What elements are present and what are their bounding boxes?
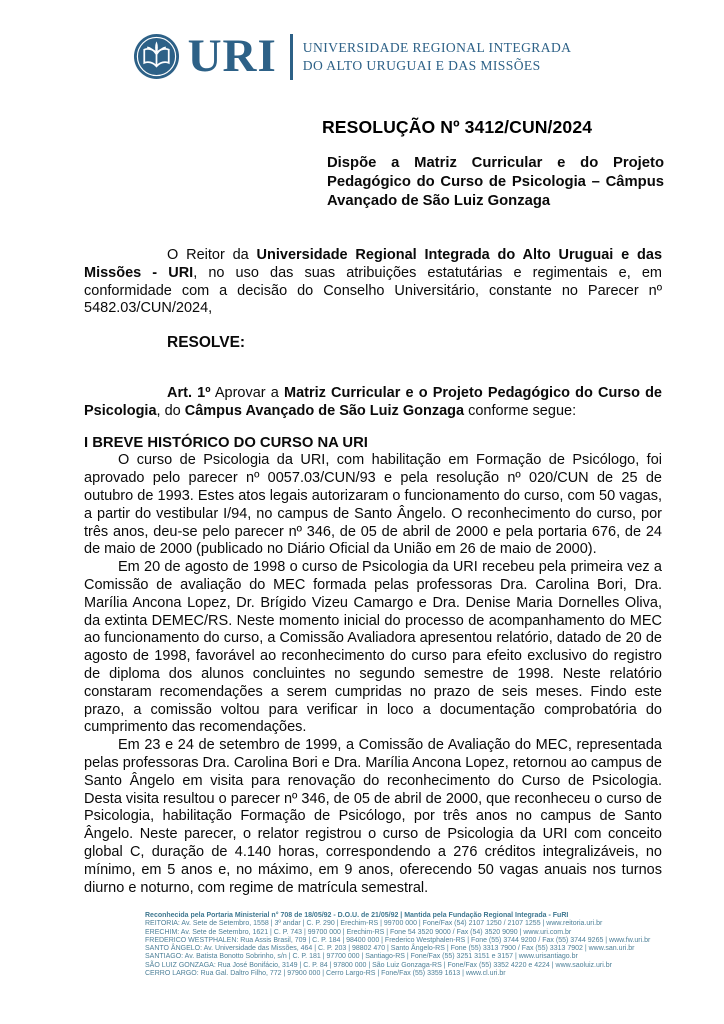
intro-paragraph [84, 247, 662, 318]
intro-text-post: , no uso das suas atribuições estatutárias e regimentais e, em conformidade com a decisão do Conselho Universitário, constante no Parecer nº 5482.03/CUN/2024, [84, 264, 662, 317]
footer-line-frederico-westphalen: FREDERICO WESTPHALEN: Rua Assis Brasil, 709 | C. P. 184 | 98400 000 | Frederico Westphalen-RS | Fone (55) 3744 9200 / Fax (55) 3744 9265 | www.fw.uri.br [145, 936, 651, 944]
logo-divider [290, 34, 293, 80]
footer-line-santiago: SANTIAGO: Av. Batista Bonotto Sobrinho, s/n | C. P. 181 | 97700 000 | Santiago-RS | Fone/Fax (55) 3251 3151 e 3157 | www.urisantiago.br [145, 953, 578, 961]
open-book-icon [133, 33, 180, 80]
footer-line-sao-luiz-gonzaga: SÃO LUIZ GONZAGA: Rua José Bonifácio, 3149 | C. P. 84 | 97800 000 | São Luiz Gonzaga-RS | Fone/Fax (55) 3352 4220 e 4224 | www.saoluiz.uri.br [145, 961, 612, 969]
article-1-paragraph [84, 385, 662, 421]
article-text-3: conforme segue: [464, 402, 577, 419]
history-paragraph-3: Em 23 e 24 de setembro de 1999, a Comissão de Avaliação do MEC, representada pelas professoras Dra. Carolina Bori e Dra. Marília Ancona Lopez, retornou ao campus de Santo Ângelo em visita para renovação do reconhecimento do Curso de Psicologia. Desta visita resultou o parecer nº 346, de 05 de abril de 2000, que reconheceu o curso de Psicologia, habilitação Formação de Psicólogo, por três anos no campus de Santo Ângelo. Neste parecer, o relator registrou o curso de Psicologia da URI com conceito global C, duração de 4.140 horas, correspondendo a 276 créditos integralizáveis, no mínimo, em 5 anos e, no máximo, em 9 anos, oferecendo 50 vagas anuais nos turnos diurno e noturno, com regime de matrícula semestral. [84, 737, 662, 896]
intro-university-bold: Universidade Regional Integrada do Alto Uruguai e das Missões - URI [84, 247, 663, 281]
document-body [84, 247, 662, 897]
logo-acronym: URI [187, 30, 277, 82]
footer-line-cerro-largo: CERRO LARGO: Rua Gal. Daltro Filho, 772 | 97900 000 | Cerro Largo-RS | Fone/Fax (55) 3359 1613 | www.cl.uri.br [145, 970, 506, 978]
article-text-1: Aprovar a [210, 384, 284, 401]
intro-text-pre: O Reitor da [167, 247, 257, 263]
uri-logo [0, 0, 714, 80]
footer-line-santo-angelo: SANTO ÂNGELO: Av. Universidade das Missões, 464 | C. P. 203 | 98802 470 | Santo Ângelo-RS | Fone (55) 3313 7900 / Fax (55) 3313 7902 | www.san.uri.br [145, 945, 635, 953]
history-paragraph-1: O curso de Psicologia da URI, com habilitação em Formação de Psicólogo, foi aprovado pelo parecer nº 0057.03/CUN/93 e pela resolução nº 020/CUN de 25 de outubro de 1993. Estes atos legais autorizaram o funcionamento do curso, com 50 vagas, a partir do vestibular I/94, no campus de Santo Ângelo. O reconhecimento do curso, por três anos, deu-se pelo parecer nº 346, de 05 de abril de 2000 e pela portaria 676, de 24 de maio de 2000 (publicado no Diário Oficial da União em 26 de maio de 2000). [84, 452, 662, 558]
article-campus-bold: Câmpus Avançado de São Luiz Gonzaga [184, 402, 465, 419]
history-paragraph-2: Em 20 de agosto de 1998 o curso de Psicologia da URI recebeu pela primeira vez a Comissão de avaliação do MEC formada pelas professoras Dra. Carolina Bori, Dra. Marília Ancona Lopez, Dr. Brígido Vizeu Camargo e Dra. Denise Maria Dornelles Oliva, da extinta DEMEC/RS. Neste momento inicial do processo de acompanhamento do MEC ao funcionamento do curso, a Comissão Avaliadora apresentou relatório, datado de 20 de agosto de 1998, favorável ao reconhecimento do curso para efeito exclusivo do registro de diploma dos alunos concluintes no segundo semestre de 1998. Neste relatório constaram recomendações a serem cumpridas no prazo de seis meses. Findo este prazo, a comissão voltou para verificar in loco a documentação comprobatória do cumprimento das recomendações. [84, 559, 662, 736]
resolve-heading: RESOLVE: [167, 334, 246, 352]
article-text-2: , do [156, 402, 185, 419]
campus-footer [145, 912, 705, 978]
university-name [303, 39, 572, 74]
university-name-line1: UNIVERSIDADE REGIONAL INTEGRADA [302, 40, 572, 55]
section-heading-historico: I BREVE HISTÓRICO DO CURSO NA URI [84, 434, 368, 451]
footer-accreditation-line: Reconhecida pela Portaria Ministerial n° 708 de 18/05/92 - D.O.U. de 21/05/92 | Mantida pela Fundação Regional Integrada - FuRI [145, 912, 569, 919]
article-matriz-bold: Matriz Curricular e o Projeto Pedagógico do Curso de Psicologia [84, 384, 662, 419]
resolution-subject: Dispõe a Matriz Curricular e do Projeto Pedagógico do Curso de Psicologia – Câmpus Avançado de São Luiz Gonzaga [327, 155, 664, 209]
university-name-line2: DO ALTO URUGUAI E DAS MISSÕES [302, 57, 541, 73]
footer-line-erechim: ERECHIM: Av. Sete de Setembro, 1621 | C. P. 743 | 99700 000 | Erechim-RS | Fone 54 3520 9000 / Fax (54) 3520 9090 | www.uri.com.br [145, 928, 572, 936]
title-block [322, 117, 664, 211]
footer-line-reitoria: REITORIA: Av. Sete de Setembro, 1558 | 3º andar | C. P. 290 | Erechim-RS | 99700 000 | Fone/Fax (54) 2107 1250 / 2107 1255 | www.reitoria.uri.br [145, 920, 603, 928]
article-number-bold: Art. 1º [167, 384, 211, 401]
resolution-title: RESOLUÇÃO Nº 3412/CUN/2024 [322, 117, 593, 137]
